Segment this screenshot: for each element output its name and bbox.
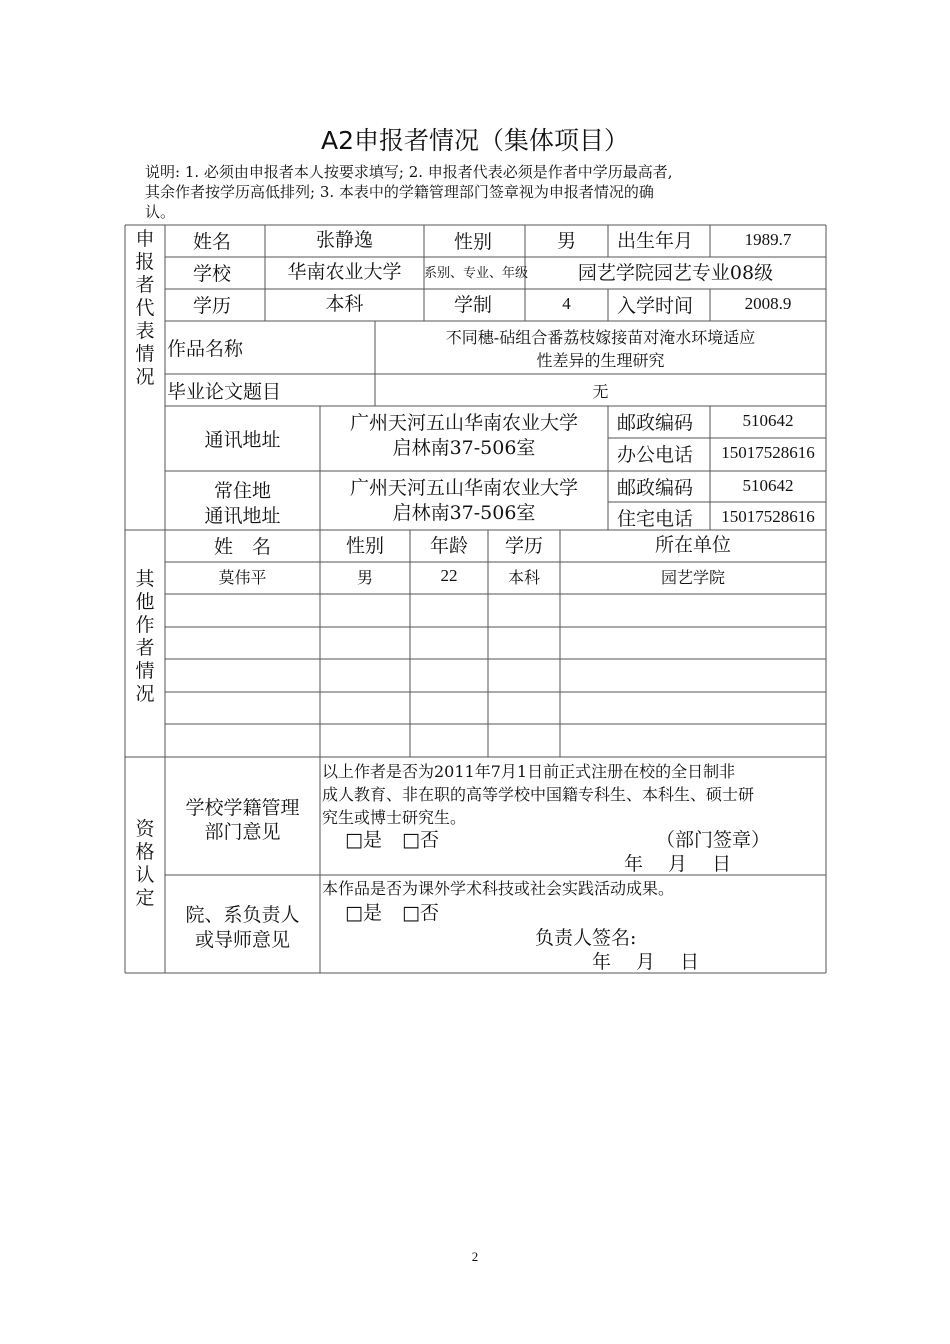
- instructions-line-2: 其余作者按学历高低排列; 3. 本表中的学籍管理部门签章视为申报者情况的确: [145, 183, 654, 201]
- enroll-value: 2008.9: [744, 294, 792, 313]
- address-line-1: 广州天河五山华南农业大学: [349, 412, 578, 434]
- work-title-label: 作品名称: [167, 338, 244, 360]
- instructions-line-3: 认。: [145, 203, 176, 221]
- home-address-label-line-1: 常住地: [213, 480, 271, 502]
- others-header-name: 姓 名: [213, 536, 271, 558]
- gender-label: 性别: [454, 231, 493, 253]
- registry-label-line-1: 学校学籍管理: [185, 797, 300, 819]
- others-header-age: 年龄: [429, 535, 468, 557]
- home-address-line-2: 启林南37-506室: [392, 502, 536, 524]
- leader-label-line-2: 或导师意见: [194, 929, 290, 951]
- registry-text-line-3: 究生或博士研究生。: [322, 808, 467, 827]
- others-row-age: 22: [440, 566, 458, 585]
- leader-text: 本作品是否为课外学术科技或社会实践活动成果。: [322, 879, 675, 898]
- thesis-label: 毕业论文题目: [167, 381, 282, 403]
- birth-label: 出生年月: [617, 230, 694, 252]
- home-phone-label: 住宅电话: [617, 508, 694, 530]
- leader-yes-checkbox[interactable]: □是: [345, 902, 382, 924]
- leader-signature-label: 负责人签名:: [535, 927, 637, 949]
- qualification-section-label: 资格认定: [135, 818, 155, 909]
- registry-no-checkbox[interactable]: □否: [402, 829, 439, 851]
- applicant-section-label: 申报者代表情况: [135, 228, 155, 388]
- others-header-unit: 所在单位: [654, 534, 731, 556]
- home-postcode-label: 邮政编码: [617, 477, 694, 499]
- instructions-line-1: 说明: 1. 必须由申报者本人按要求填写; 2. 申报者代表必须是作者中学历最高者,: [145, 163, 673, 181]
- office-phone-value: 15017528616: [721, 443, 815, 462]
- others-row-education: 本科: [507, 568, 540, 587]
- home-phone-value: 15017528616: [721, 507, 815, 526]
- leader-no-checkbox[interactable]: □否: [402, 902, 439, 924]
- school-value: 华南农业大学: [287, 261, 402, 283]
- home-address-label-line-2: 通讯地址: [204, 505, 281, 527]
- others-row-gender: 男: [356, 568, 373, 587]
- postcode-label: 邮政编码: [617, 412, 694, 434]
- registry-text-line-2: 成人教育、非在职的高等学校中国籍专科生、本科生、硕士研: [322, 785, 755, 804]
- others-section-label: 其他作者情况: [135, 568, 155, 705]
- home-postcode-value: 510642: [742, 476, 794, 495]
- enroll-label: 入学时间: [617, 295, 694, 317]
- school-label: 学校: [193, 263, 232, 285]
- others-header-gender: 性别: [345, 535, 384, 557]
- work-title-line-1: 不同穗-砧组合番荔枝嫁接苗对淹水环境适应: [445, 328, 756, 347]
- system-value: 4: [562, 294, 571, 313]
- leader-date: 年 月 日: [592, 951, 700, 973]
- registry-label-line-2: 部门意见: [204, 821, 281, 843]
- education-label: 学历: [193, 295, 232, 317]
- page-title: A2申报者情况（集体项目）: [320, 126, 629, 155]
- office-phone-label: 办公电话: [617, 444, 694, 466]
- name-value: 张静逸: [315, 229, 373, 251]
- postcode-value: 510642: [742, 411, 794, 430]
- dept-value: 园艺学院园艺专业08级: [577, 262, 774, 284]
- registry-text-line-1: 以上作者是否为2011年7月1日前正式注册在校的全日制非: [322, 762, 736, 781]
- address-line-2: 启林南37-506室: [392, 437, 536, 459]
- thesis-value: 无: [592, 382, 609, 401]
- leader-label-line-1: 院、系负责人: [185, 904, 300, 926]
- home-address-line-1: 广州天河五山华南农业大学: [349, 477, 578, 499]
- page-number: 2: [471, 1249, 479, 1264]
- others-row-name: 莫伟平: [218, 568, 267, 587]
- birth-value: 1989.7: [744, 230, 792, 249]
- others-row-unit: 园艺学院: [660, 568, 725, 587]
- system-label: 学制: [454, 294, 493, 316]
- address-label: 通讯地址: [204, 429, 281, 451]
- instructions: [145, 162, 815, 222]
- others-header-education: 学历: [504, 535, 543, 557]
- work-title-line-2: 性差异的生理研究: [536, 351, 665, 370]
- gender-value: 男: [556, 230, 576, 252]
- registry-date: 年 月 日: [624, 853, 732, 875]
- name-label: 姓名: [193, 231, 232, 253]
- department-stamp-label: （部门签章）: [656, 829, 771, 851]
- education-value: 本科: [325, 293, 364, 315]
- registry-yes-checkbox[interactable]: □是: [345, 829, 382, 851]
- dept-label: 系别、专业、年级: [424, 266, 529, 281]
